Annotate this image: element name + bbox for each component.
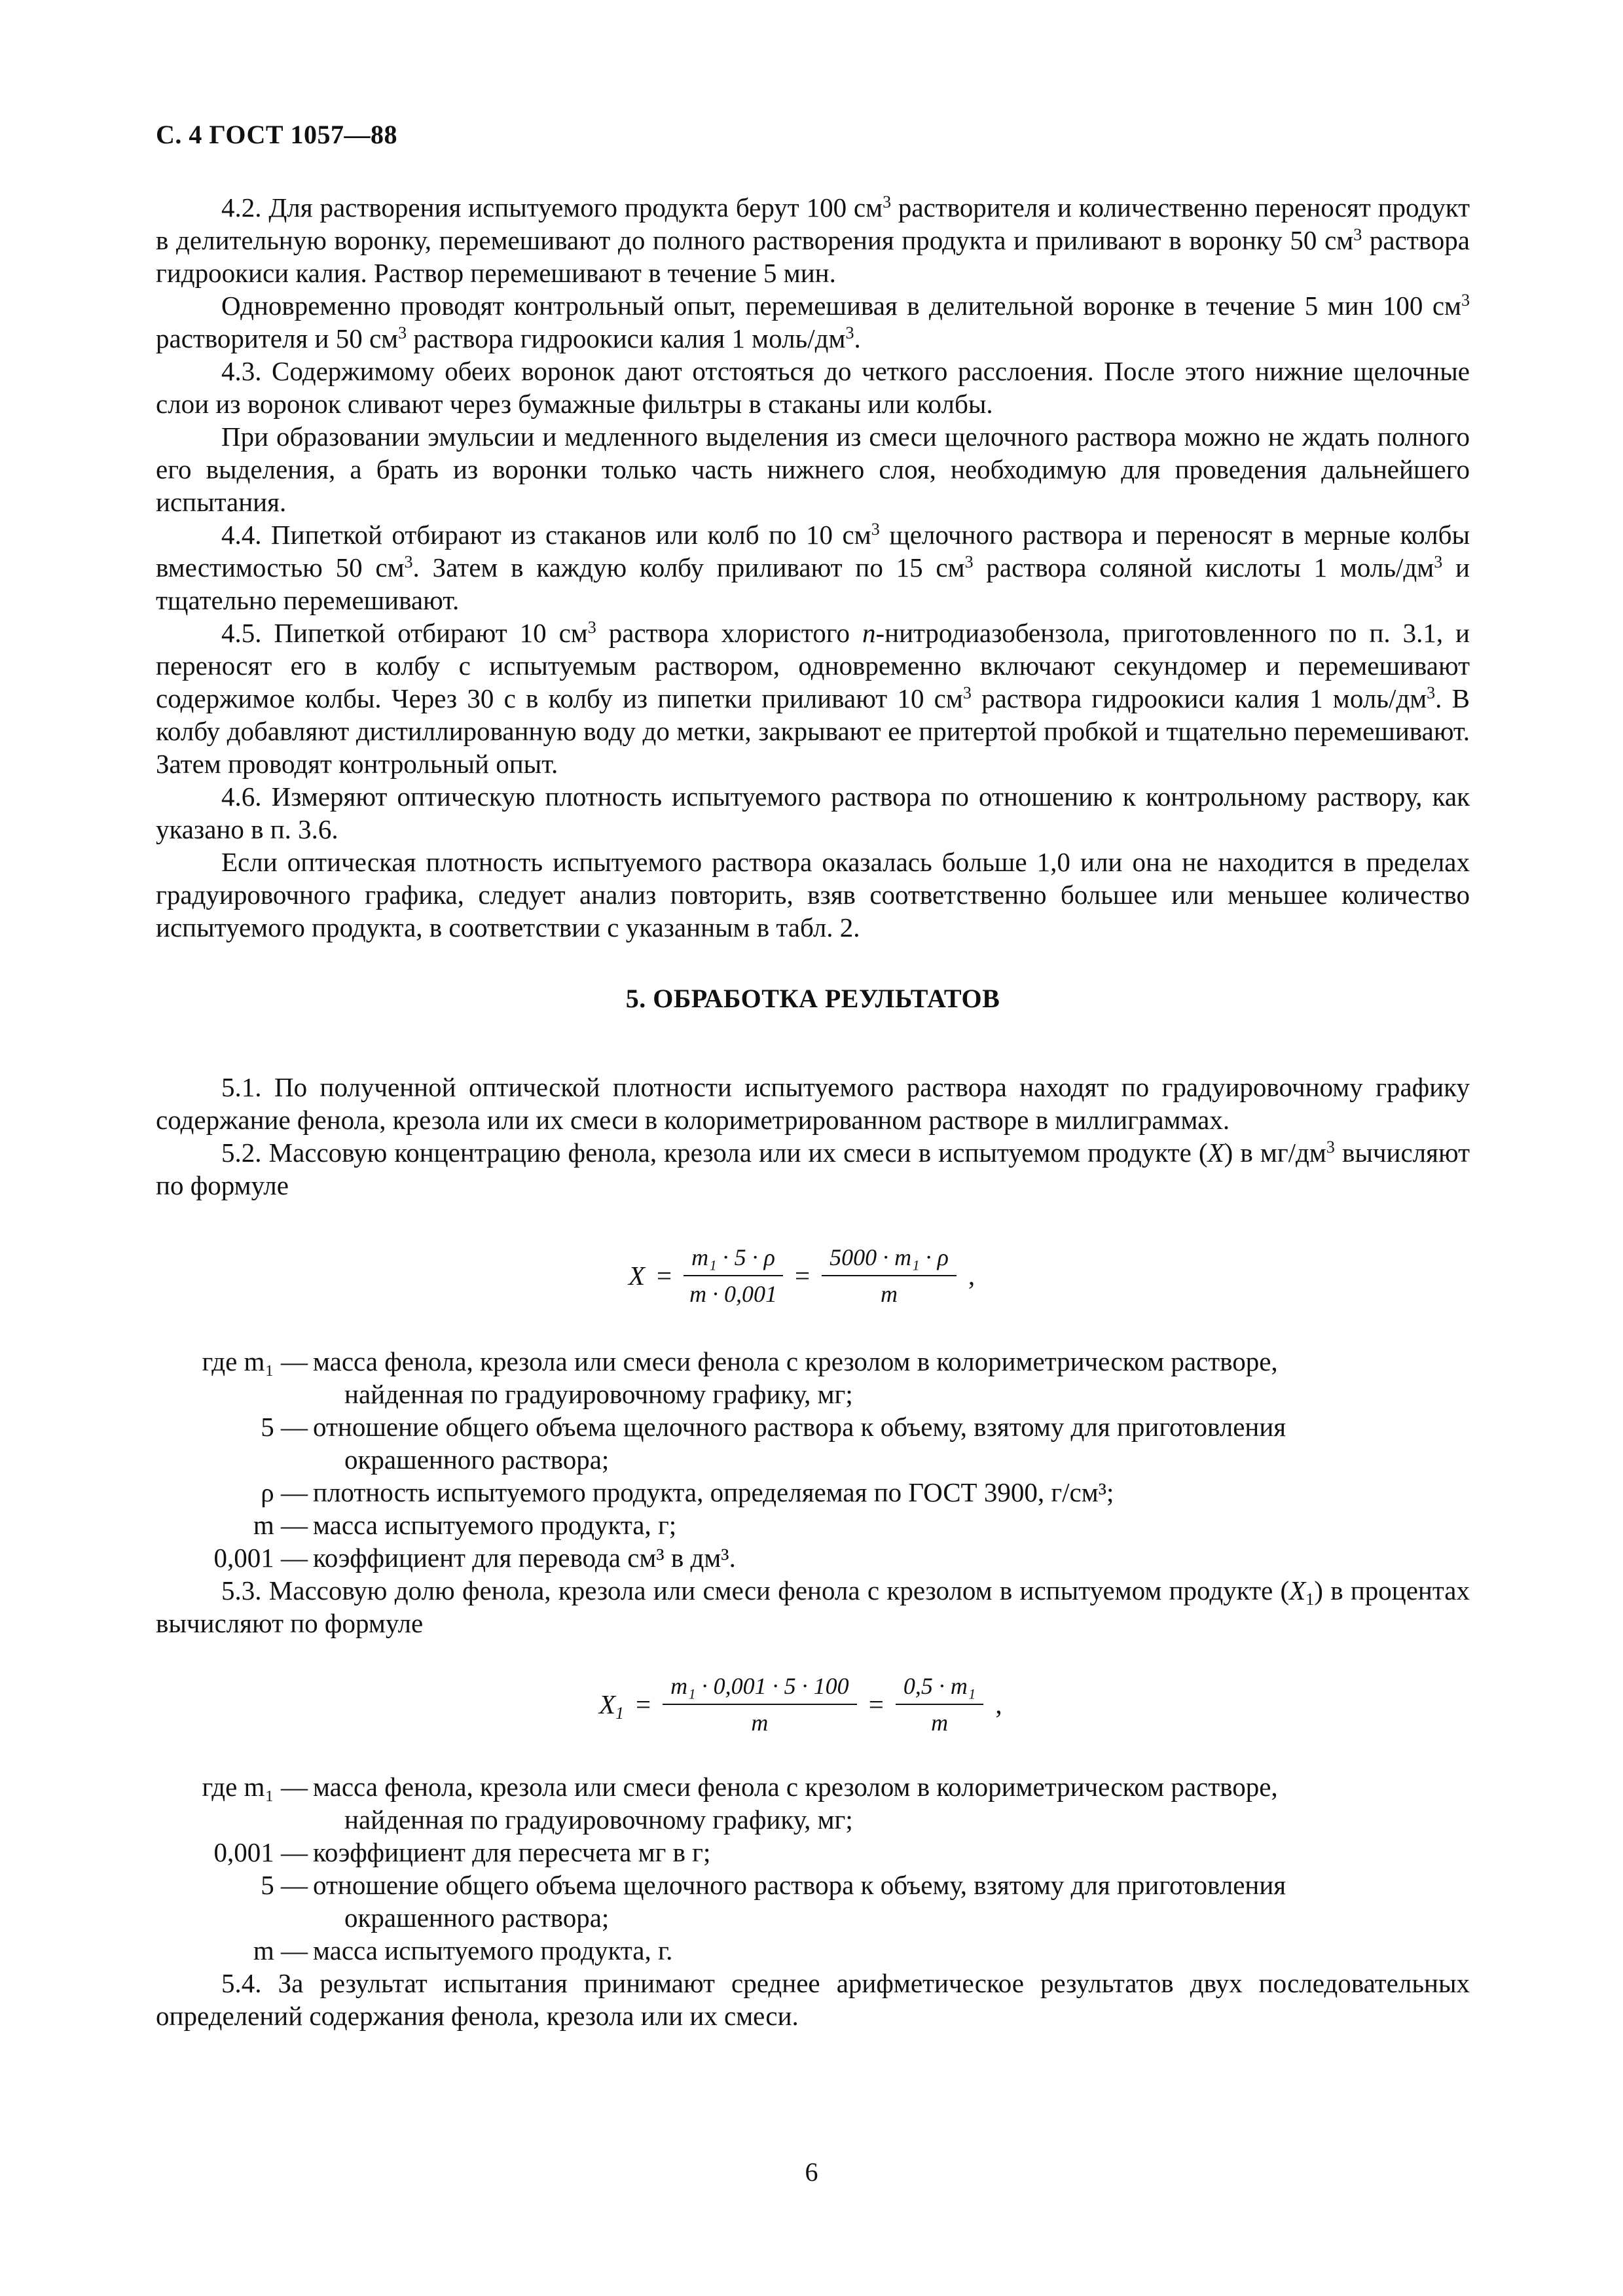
paragraph-4-6: 4.6. Измеряют оптическую плотность испытуемого раствора по отношению к контрольному раствору, как указано в п. 3.6. bbox=[156, 781, 1470, 844]
formula-1-fraction-1: $\frac{\text{m₁ · 5 · ρ}}{m \cdot 0,001}$ bbox=[684, 1244, 783, 1308]
section-5-3 bbox=[156, 1574, 1470, 1640]
paragraph-4-4: 4.4. Пипеткой отбирают из стаканов или колб по 10 $см^3$ щелочного раствора и переносят в мерные колбы вместимостью 50 $см^3$. Затем в каждую колбу приливают по 15 $см^3$ раствора соляной кислоты 1 моль/$дм^3$ и тщательно перемешивают. bbox=[156, 520, 1470, 615]
formula-mass-fraction: $X_1$ = $\frac{\text{m₁ · 0,001 · 5 · 100}}{m}$ = $\frac{\text{0,5 · m₁}}{m}$ , bbox=[599, 1673, 1002, 1736]
legend-row: 5 — отношение общего объема щелочного раствора к объему, взятому для приготовления окрашенного раствора; bbox=[261, 1870, 1286, 1933]
page-header: С. 4 ГОСТ 1057—88 bbox=[156, 120, 398, 149]
paragraph-4-3-emulsion: При образовании эмульсии и медленного выделения из смеси щелочного раствора можно не ждать полного его выделения, а брать из воронки только часть нижнего слоя, необходимую для проведения дальнейшего испытания. bbox=[156, 422, 1470, 517]
section-5-intro bbox=[156, 1071, 1470, 1202]
paragraph-4-2-control: Одновременно проводят контрольный опыт, перемешивая в делительной воронке в течение 5 мин 100 $см^3$ растворителя и 50 $см^3$ раствора гидроокиси калия 1 моль/$дм^3$. bbox=[156, 291, 1470, 353]
formula-1-fraction-2: $\frac{\text{5000 · m₁ · ρ}}{m}$ bbox=[822, 1244, 957, 1308]
formula-1-legend bbox=[156, 1345, 1470, 1574]
legend-row: 0,001 — коэффициент для пересчета мг в г; bbox=[213, 1837, 711, 1867]
paragraph-5-2: 5.2. Массовую концентрацию фенола, крезола или их смеси в испытуемом продукте (X) в $мг/дм^3$ вычисляют по формуле bbox=[156, 1138, 1470, 1200]
formula-mass-concentration: X = $\frac{\text{m₁ · 5 · ρ}}{m \cdot 0,001}$ = $\frac{\text{5000 · m₁ · ρ}}{m}$ , bbox=[629, 1244, 976, 1307]
section-5-title: 5. ОБРАБОТКА РЕУЛЬТАТОВ bbox=[625, 984, 1000, 1013]
section-4-text bbox=[156, 191, 1470, 944]
section-5-4 bbox=[156, 1967, 1470, 2032]
legend-row: 0,001 — коэффициент для перевода см³ в дм³. bbox=[213, 1543, 736, 1573]
legend-row: m — масса испытуемого продукта, г. bbox=[253, 1935, 673, 1965]
paragraph-4-6-note: Если оптическая плотность испытуемого раствора оказалась больше 1,0 или она не находится в пределах градуировочного графика, следует анализ повторить, взяв соответственно большее или меньшее количество испытуемого продукта, в соответствии с указанным в табл. 2. bbox=[156, 847, 1470, 942]
formula-2-fraction-2: $\frac{\text{0,5 · m₁}}{m}$ bbox=[896, 1672, 984, 1736]
formula-2-fraction-1: $\frac{\text{m₁ · 0,001 · 5 · 100}}{m}$ bbox=[663, 1672, 857, 1736]
formula-2-legend bbox=[156, 1770, 1470, 1967]
legend-row: 5 — отношение общего объема щелочного раствора к объему, взятому для приготовления окрашенного раствора; bbox=[261, 1412, 1286, 1475]
paragraph-4-5: 4.5. Пипеткой отбирают 10 $см^3$ раствора хлористого n-нитродиазобензола, приготовленного по п. 3.1, и переносят его в колбу с испытуемым раствором, одновременно включают секундомер и перемешивают содержимое колбы. Через 30 с в колбу из пипетки приливают 10 $см^3$ раствора гидроокиси калия 1 моль/$дм^3$. В колбу добавляют дистиллированную воду до метки, закрывают ее притертой пробкой и тщательно перемешивают. Затем проводят контрольный опыт. bbox=[156, 618, 1470, 779]
paragraph-4-3: 4.3. Содержимому обеих воронок дают отстояться до четкого расслоения. После этого нижние щелочные слои из воронок сливают через бумажные фильтры в стаканы или колбы. bbox=[156, 356, 1470, 419]
paragraph-4-2: 4.2. Для растворения испытуемого продукта берут 100 $см^3$ растворителя и количественно переносят продукт в делительную воронку, перемешивают до полного растворения продукта и приливают в воронку 50 $см^3$ раствора гидроокиси калия. Раствор перемешивают в течение 5 мин. bbox=[156, 192, 1470, 288]
legend-row: где m₁ — масса фенола, крезола или смеси фенола с крезолом в колориметрическом растворе, найденная по градуировочному графику, мг; bbox=[202, 1346, 1278, 1409]
paragraph-5-3: 5.3. Массовую долю фенола, крезола или смеси фенола с крезолом в испытуемом продукте $(X_1)$ в процентах вычисляют по формуле bbox=[156, 1575, 1470, 1638]
page-number: 6 bbox=[805, 2157, 818, 2187]
paragraph-5-1: 5.1. По полученной оптической плотности испытуемого раствора находят по градуировочному графику содержание фенола, крезола или их смеси в колориметрированном растворе в миллиграммах. bbox=[156, 1072, 1470, 1135]
legend-row: где m₁ — масса фенола, крезола или смеси фенола с крезолом в колориметрическом растворе, найденная по градуировочному графику, мг; bbox=[202, 1772, 1278, 1835]
legend-row: m — масса испытуемого продукта, г; bbox=[253, 1510, 677, 1540]
legend-row: ρ — плотность испытуемого продукта, определяемая по ГОСТ 3900, г/см³; bbox=[261, 1477, 1114, 1507]
paragraph-5-4: 5.4. За результат испытания принимают среднее арифметическое результатов двух последовательных определений содержания фенола, крезола или их смеси. bbox=[156, 1968, 1470, 2031]
